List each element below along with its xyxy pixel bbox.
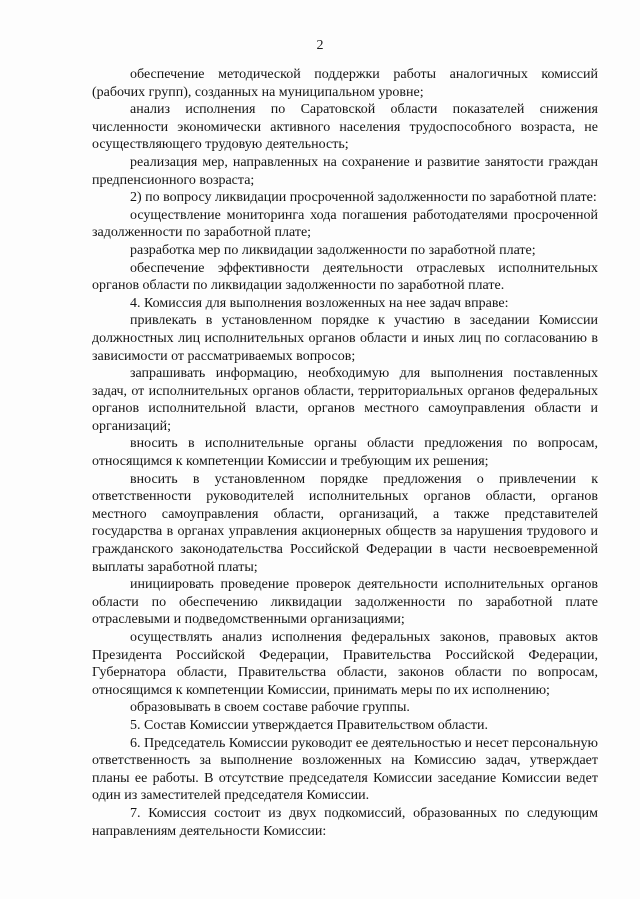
paragraph: образовывать в своем составе рабочие группы.	[130, 700, 410, 716]
page-number: 2	[316, 38, 324, 53]
paragraph: 2) по вопросу ликвидации просроченной задолженности по заработной плате:	[130, 190, 597, 206]
paragraph: анализ исполнения по Саратовской области показателей снижения численности экономически активного населения трудоспособного возраста, не осуществляющего трудовую деятельность;	[92, 102, 598, 153]
paragraph: разработка мер по ликвидации задолженности по заработной плате;	[130, 242, 536, 258]
paragraph: инициировать проведение проверок деятельности исполнительных органов области по обеспечению ликвидации задолженности по заработной плате отраслевыми и подведомственными организациями;	[92, 577, 598, 628]
document-body	[92, 66, 598, 840]
paragraph: 6. Председатель Комиссии руководит ее деятельностью и несет персональную ответственность за выполнение возложенных на Комиссию задач, утверждает планы ее работы. В отсутствие председателя Комиссии заседание Комиссии ведет один из заместителей председателя Комиссии.	[92, 735, 599, 804]
paragraph: запрашивать информацию, необходимую для выполнения поставленных задач, от исполнительных органов области, территориальных органов федеральных органов исполнительной власти, органов местного самоуправления области и организаций;	[92, 366, 598, 434]
paragraph: реализация мер, направленных на сохранение и развитие занятости граждан предпенсионного возраста;	[92, 154, 598, 188]
paragraph: вносить в установленном порядке предложения о привлечении к ответственности руководителей исполнительных органов области, органов местного самоуправления области, организаций, а также представителей государства в органах управления акционерных обществ за нарушения трудового и гражданского законодательства Российской Федерации в части несвоевременной выплаты заработной платы;	[92, 471, 598, 575]
paragraph: осуществление мониторинга хода погашения работодателями просроченной задолженности по заработной плате;	[92, 207, 598, 241]
paragraph: обеспечение методической поддержки работы аналогичных комиссий (рабочих групп), созданных на муниципальном уровне;	[92, 67, 598, 100]
paragraph: вносить в исполнительные органы области предложения по вопросам, относящимся к компетенции Комиссии и требующим их решения;	[92, 436, 598, 470]
paragraph: привлекать в установленном порядке к участию в заседании Комиссии должностных лиц исполнительных органов области и иных лиц по согласованию в зависимости от рассматриваемых вопросов;	[92, 313, 598, 364]
paragraph: 4. Комиссия для выполнения возложенных на нее задач вправе:	[130, 295, 509, 311]
paragraph: обеспечение эффективности деятельности отраслевых исполнительных органов области по ликвидации задолженности по заработной плате.	[92, 260, 598, 294]
paragraph: осуществлять анализ исполнения федеральных законов, правовых актов Президента Российской Федерации, Правительства Российской Федерации, Губернатора области, Правительства области, законов области по вопросам, относящимся к компетенции Комиссии, принимать меры по их исполнению;	[92, 630, 598, 698]
paragraph: 7. Комиссия состоит из двух подкомиссий, образованных по следующим направлениям деятельности Комиссии:	[92, 805, 598, 839]
paragraph: 5. Состав Комиссии утверждается Правительством области.	[130, 717, 489, 733]
